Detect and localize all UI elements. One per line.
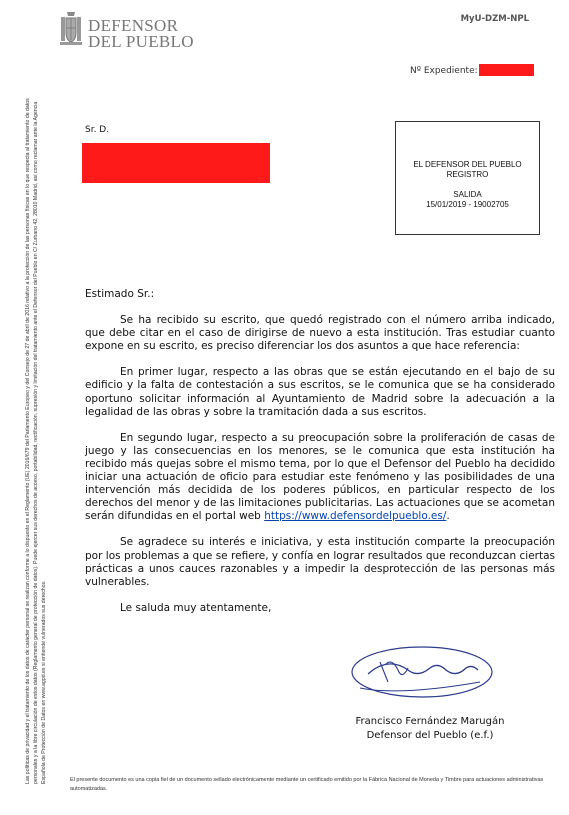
- paragraph-3-end: .: [446, 510, 450, 523]
- signer-title: Defensor del Pueblo (e.f.): [366, 730, 494, 741]
- letter-body: [85, 288, 555, 628]
- coat-of-arms-icon: [58, 10, 84, 46]
- case-number-label: Nº Expediente:: [410, 66, 478, 76]
- greeting: Estimado Sr.:: [85, 288, 155, 300]
- privacy-sidebar: [20, 85, 50, 785]
- signer-name: Francisco Fernández Marugán: [355, 716, 505, 727]
- paragraph-4: Se agradece su interés e iniciativa, y esta institución comparte la preocupación por los problemas a que se refiere, y confía en lograr resultados que reconduzcan ciertas prácticas a unos cauces razonables y a impedir la desprotección de las personas más vulnerables.: [85, 536, 555, 588]
- addressee-salutation: Sr. D.: [85, 125, 110, 135]
- signer-block: [330, 715, 530, 743]
- handwritten-signature: [350, 640, 495, 702]
- org-name-line1: DEFENSOR: [88, 16, 179, 35]
- stamp-line-type: SALIDA: [453, 190, 482, 199]
- footer-note: El presente documento es una copia fiel de un documento sellado electrónicamente mediante un certificado emitido por la Fábrica Nacional de Moneda y Timbre para actuaciones administrativas automatizadas.: [70, 777, 544, 792]
- addressee-redaction: [82, 143, 270, 183]
- paragraph-1: Se ha recibido su escrito, que quedó registrado con el número arriba indicado, que debe citar en el caso de dirigirse de nuevo a esta institución. Tras estudiar cuanto expone en su escrito, es preciso diferenciar los dos asuntos a que hace referencia:: [85, 314, 555, 353]
- paragraph-3-text: En segundo lugar, respecto a su preocupación sobre la proliferación de casas de juego y las consecuencias en los menores, se le comunica que esta institución ha recibido más quejas sobre el mismo tema, por lo que el Defensor del Pueblo ha decidido iniciar una actuación de oficio para estudiar este fenómeno y las posibilidades de una intervención más decidida de los poderes públicos, en particular respecto de los derechos del menor y de las limitaciones publicitarias. Las actuaciones que se acometan serán difundidas en el portal web: [85, 431, 555, 523]
- paragraph-3: [85, 432, 555, 524]
- registry-stamp: [395, 121, 540, 235]
- website-link[interactable]: https://www.defensordelpueblo.es/: [264, 510, 447, 523]
- privacy-notice-text: Las políticas de privacidad y el tratamiento de los datos de carácter personal se realizan conforme a lo dispuesto en el Reglamento (UE) 2016/679 del Parlamento Europeo y del Consejo de 27 de abril de 2016 relativo a la protección de las personas físicas en lo que respecta al tratamiento de datos personales y a la libre circulación de estos datos (Reglamento general de protección de datos). Puede ejercer sus derechos de acceso, portabilidad, rectificación, supresión y limitación del tratamiento ante el Defensor del Pueblo en C/ Zurbano 42, 28010 Madrid, así como reclamar ante la Agencia Española de Protección de Datos en www.agpd.es si entiende vulnerados sus derechos.: [25, 98, 47, 784]
- stamp-line-institution: EL DEFENSOR DEL PUEBLO: [413, 160, 522, 169]
- case-number: [410, 64, 534, 76]
- case-number-redaction: [479, 64, 534, 76]
- institution-logo: [58, 10, 198, 52]
- stamp-line-date: 15/01/2019 - 19002705: [426, 200, 509, 209]
- stamp-line-registry: REGISTRO: [446, 170, 489, 179]
- closing: Le saluda muy atentamente,: [120, 601, 272, 614]
- paragraph-2: En primer lugar, respecto a las obras que se están ejecutando en el bajo de su edificio y la falta de contestación a sus escritos, se le comunica que se ha considerado oportuno solicitar información al Ayuntamiento de Madrid sobre la adecuación a la legalidad de las obras y sobre la tramitación dada a sus escritos.: [85, 366, 555, 418]
- reference-code: MyU-DZM-NPL: [460, 14, 529, 24]
- institution-name: [88, 18, 194, 50]
- org-name-line2: DEL PUEBLO: [88, 32, 194, 51]
